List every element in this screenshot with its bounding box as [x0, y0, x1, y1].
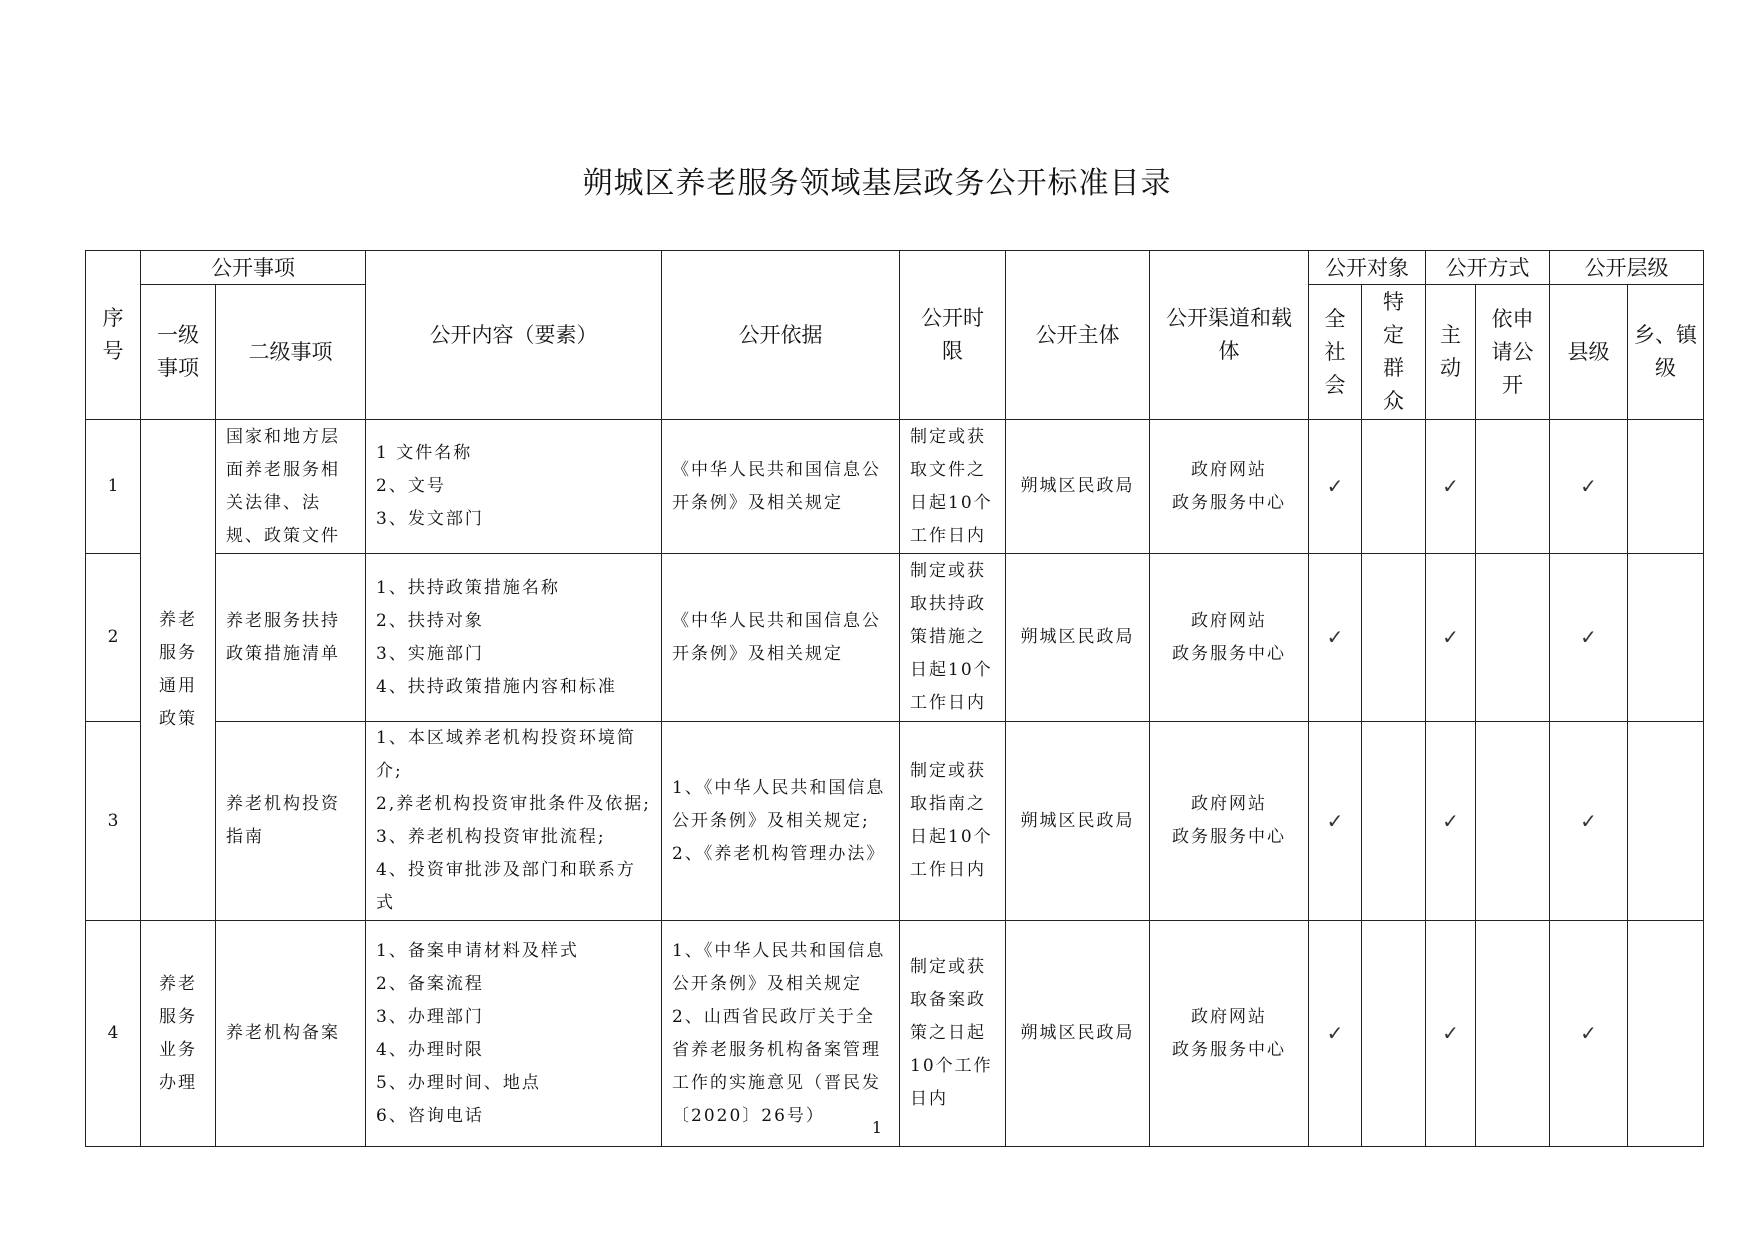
row-channel: 政府网站 政务服务中心	[1150, 921, 1309, 1147]
check-mark: ✓	[1550, 554, 1628, 722]
table-row	[86, 921, 1704, 1147]
row-seq: 1	[86, 420, 141, 554]
row-basis: 《中华人民共和国信息公开条例》及相关规定	[662, 420, 900, 554]
empty-cell	[1628, 554, 1704, 722]
header-object-all: 全社会	[1309, 285, 1362, 420]
header-object-specific: 特定群众	[1362, 285, 1426, 420]
empty-cell	[1362, 420, 1426, 554]
row-channel: 政府网站 政务服务中心	[1150, 554, 1309, 722]
table-row	[86, 554, 1704, 722]
header-time-limit: 公开时限	[900, 251, 1006, 420]
row-level2: 养老服务扶持政策措施清单	[216, 554, 366, 722]
check-mark: ✓	[1426, 722, 1476, 921]
empty-cell	[1362, 722, 1426, 921]
header-seq: 序号	[86, 251, 141, 420]
row-seq: 2	[86, 554, 141, 722]
check-mark: ✓	[1426, 420, 1476, 554]
table-row	[86, 420, 1704, 554]
check-mark: ✓	[1309, 722, 1362, 921]
empty-cell	[1476, 722, 1550, 921]
row-subject: 朔城区民政局	[1006, 722, 1150, 921]
table-row	[86, 722, 1704, 921]
row-basis: 1、《中华人民共和国信息公开条例》及相关规定; 2、《养老机构管理办法》	[662, 722, 900, 921]
header-level-town: 乡、镇级	[1628, 285, 1704, 420]
row-channel: 政府网站 政务服务中心	[1150, 722, 1309, 921]
row-content: 1、备案申请材料及样式 2、备案流程 3、办理部门 4、办理时限 5、办理时间、地点 6、咨询电话	[366, 921, 662, 1147]
row-level2: 国家和地方层面养老服务相关法律、法规、政策文件	[216, 420, 366, 554]
header-level: 公开层级	[1550, 251, 1704, 285]
check-mark: ✓	[1550, 722, 1628, 921]
row-time-limit: 制定或获取文件之日起10个工作日内	[900, 420, 1006, 554]
page-number: 1	[871, 1118, 883, 1137]
row-basis: 《中华人民共和国信息公开条例》及相关规定	[662, 554, 900, 722]
header-content: 公开内容（要素）	[366, 251, 662, 420]
row-seq: 4	[86, 921, 141, 1147]
check-mark: ✓	[1550, 921, 1628, 1147]
check-mark: ✓	[1309, 420, 1362, 554]
row-channel: 政府网站 政务服务中心	[1150, 420, 1309, 554]
check-mark: ✓	[1309, 554, 1362, 722]
check-mark: ✓	[1550, 420, 1628, 554]
row-time-limit: 制定或获取备案政策之日起10个工作日内	[900, 921, 1006, 1147]
header-level-county: 县级	[1550, 285, 1628, 420]
empty-cell	[1628, 722, 1704, 921]
row-content: 1、扶持政策措施名称 2、扶持对象 3、实施部门 4、扶持政策措施内容和标准	[366, 554, 662, 722]
group-cell-business: 养老服务业务办理	[141, 921, 216, 1147]
check-mark: ✓	[1309, 921, 1362, 1147]
disclosure-catalog-table	[85, 250, 1704, 1147]
check-mark: ✓	[1426, 921, 1476, 1147]
header-channel: 公开渠道和载体	[1150, 251, 1309, 420]
row-seq: 3	[86, 722, 141, 921]
header-method-apply: 依申请公开	[1476, 285, 1550, 420]
header-object: 公开对象	[1309, 251, 1426, 285]
group-cell-general-policy: 养老服务通用政策	[141, 420, 216, 921]
empty-cell	[1362, 921, 1426, 1147]
row-level2: 养老机构投资指南	[216, 722, 366, 921]
header-level2: 二级事项	[216, 285, 366, 420]
empty-cell	[1476, 554, 1550, 722]
row-basis: 1、《中华人民共和国信息公开条例》及相关规定 2、山西省民政厅关于全省养老服务机构备案管理工作的实施意见（晋民发〔2020〕26号）	[662, 921, 900, 1147]
header-gongkai-shixiang: 公开事项	[141, 251, 366, 285]
row-time-limit: 制定或获取指南之日起10个工作日内	[900, 722, 1006, 921]
row-subject: 朔城区民政局	[1006, 554, 1150, 722]
document-title: 朔城区养老服务领域基层政务公开标准目录	[582, 166, 1172, 201]
row-subject: 朔城区民政局	[1006, 420, 1150, 554]
empty-cell	[1628, 420, 1704, 554]
row-subject: 朔城区民政局	[1006, 921, 1150, 1147]
empty-cell	[1628, 921, 1704, 1147]
header-level1: 一级事项	[141, 285, 216, 420]
header-method-active: 主动	[1426, 285, 1476, 420]
empty-cell	[1476, 420, 1550, 554]
row-content: 1、本区域养老机构投资环境简介; 2,养老机构投资审批条件及依据; 3、养老机构投资审批流程; 4、投资审批涉及部门和联系方式	[366, 722, 662, 921]
check-mark: ✓	[1426, 554, 1476, 722]
header-method: 公开方式	[1426, 251, 1550, 285]
row-time-limit: 制定或获取扶持政策措施之日起10个工作日内	[900, 554, 1006, 722]
header-basis: 公开依据	[662, 251, 900, 420]
header-subject: 公开主体	[1006, 251, 1150, 420]
empty-cell	[1362, 554, 1426, 722]
empty-cell	[1476, 921, 1550, 1147]
row-content: 1 文件名称 2、文号 3、发文部门	[366, 420, 662, 554]
row-level2: 养老机构备案	[216, 921, 366, 1147]
